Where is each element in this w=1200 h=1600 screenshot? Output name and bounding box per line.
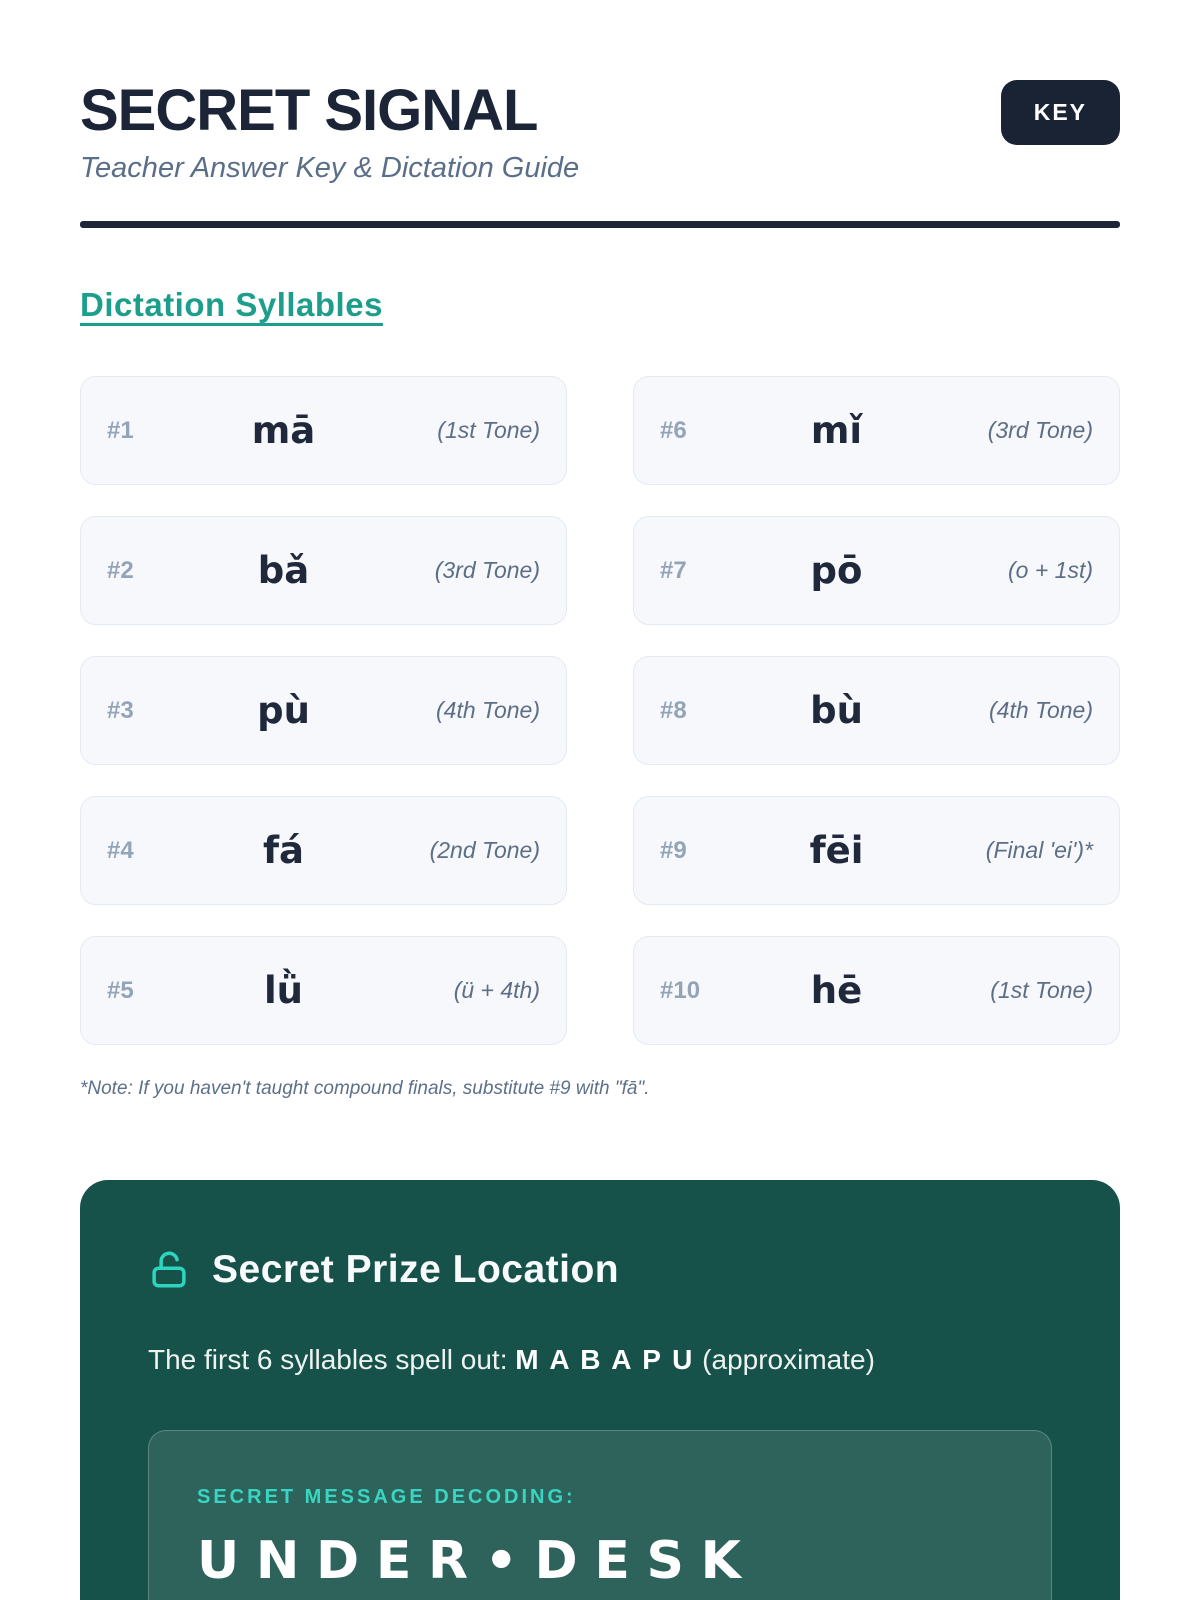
card-number: #7 — [660, 556, 687, 584]
dictation-section — [80, 228, 1120, 1100]
card-number: #2 — [107, 556, 134, 584]
card-tone: (o + 1st) — [1007, 557, 1093, 583]
decode-message: UNDER•DESK — [197, 1531, 758, 1591]
card-syllable: fēi — [809, 829, 864, 872]
card-syllable: lǜ — [263, 969, 304, 1012]
card-syllable: fá — [262, 829, 305, 872]
card-number: #1 — [107, 416, 134, 444]
card-syllable: pù — [257, 689, 310, 732]
card-number: #3 — [107, 696, 134, 724]
card-tone: (1st Tone) — [437, 417, 540, 443]
card-tone: (3rd Tone) — [434, 557, 540, 583]
decode-label: SECRET MESSAGE DECODING: — [197, 1486, 576, 1508]
card-tone: (4th Tone) — [436, 697, 540, 723]
syllable-card — [633, 376, 1120, 485]
card-tone: (4th Tone) — [989, 697, 1093, 723]
card-number: #8 — [660, 696, 687, 724]
decode-box — [148, 1430, 1052, 1600]
page-subtitle: Teacher Answer Key & Dictation Guide — [80, 152, 580, 184]
syllable-card — [633, 516, 1120, 625]
card-tone: (1st Tone) — [990, 977, 1093, 1003]
prize-text-suffix: (approximate) — [694, 1344, 875, 1375]
section-title: Dictation Syllables — [80, 286, 383, 323]
card-tone: (Final 'ei')* — [985, 837, 1093, 863]
syllable-card — [80, 516, 567, 625]
card-syllable: pō — [810, 549, 863, 592]
card-syllable: mā — [251, 409, 316, 452]
card-number: #5 — [107, 976, 134, 1004]
prize-title: Secret Prize Location — [212, 1248, 620, 1291]
header-text-block — [80, 78, 580, 185]
syllable-card — [633, 656, 1120, 765]
card-number: #4 — [107, 836, 134, 864]
prize-header — [148, 1246, 1052, 1294]
card-tone: (2nd Tone) — [429, 837, 540, 863]
header-divider — [80, 221, 1120, 228]
syllable-card — [80, 936, 567, 1045]
card-syllable: bù — [810, 689, 863, 732]
card-tone: (ü + 4th) — [453, 977, 540, 1003]
key-badge: KEY — [1001, 80, 1120, 145]
prize-text — [148, 1344, 1052, 1376]
unlock-icon — [148, 1246, 190, 1294]
prize-panel — [80, 1180, 1120, 1600]
card-syllable: hē — [810, 969, 863, 1012]
syllable-grid — [80, 376, 1120, 1045]
card-tone: (3rd Tone) — [987, 417, 1093, 443]
page-title: SECRET SIGNAL — [80, 78, 538, 143]
header — [80, 0, 1120, 185]
footnote: *Note: If you haven't taught compound finals, substitute #9 with "fā". — [80, 1078, 650, 1099]
prize-code: M A B A P U — [515, 1344, 695, 1375]
prize-text-prefix: The first 6 syllables spell out: — [148, 1344, 516, 1375]
syllable-card — [80, 656, 567, 765]
card-number: #6 — [660, 416, 687, 444]
syllable-card — [633, 796, 1120, 905]
syllable-card — [633, 936, 1120, 1045]
syllable-card — [80, 796, 567, 905]
card-syllable: mǐ — [810, 409, 863, 452]
card-number: #9 — [660, 836, 687, 864]
card-number: #10 — [660, 976, 701, 1004]
card-syllable: bǎ — [257, 549, 310, 592]
syllable-card — [80, 376, 567, 485]
